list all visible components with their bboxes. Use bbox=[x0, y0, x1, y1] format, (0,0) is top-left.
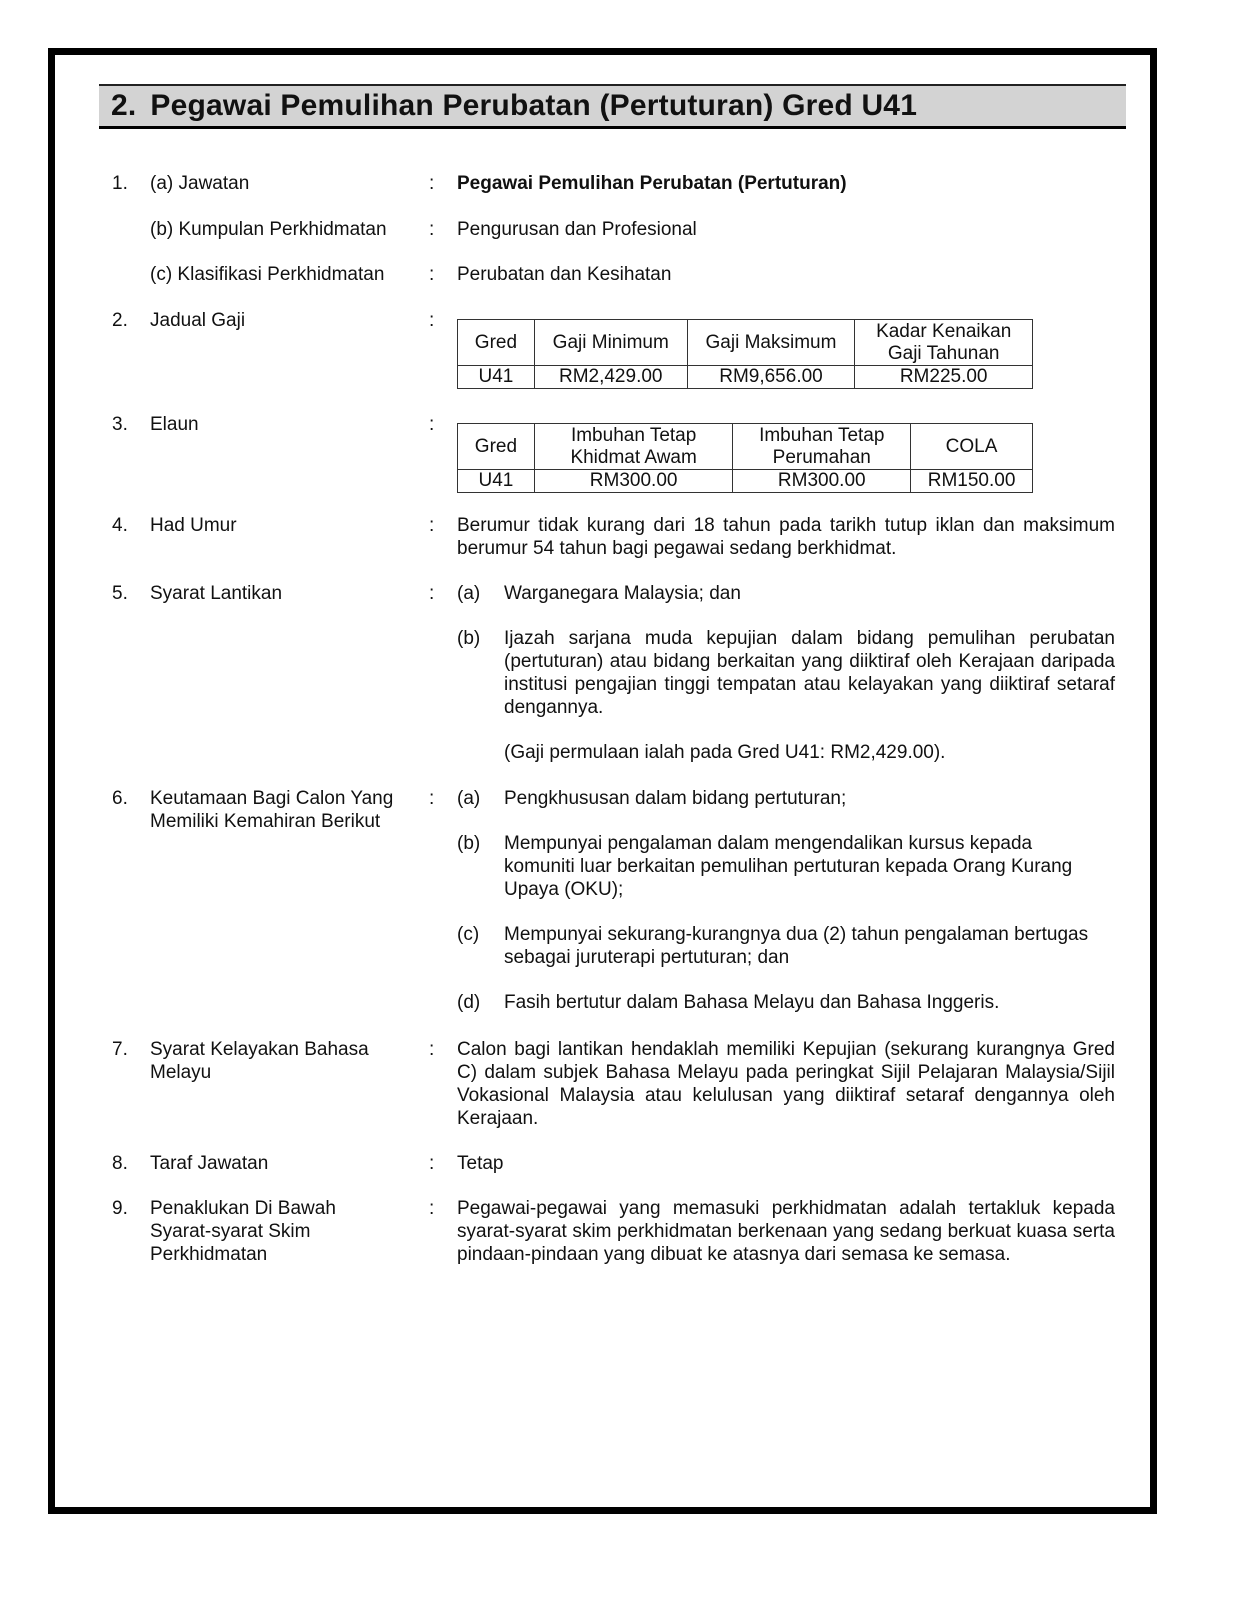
table-header-cell: Gred bbox=[458, 424, 535, 470]
item-number: 4. bbox=[112, 515, 128, 536]
list-item bbox=[457, 923, 1115, 969]
table-header-cell: COLA bbox=[911, 424, 1033, 470]
list-item bbox=[457, 741, 1115, 764]
item-number: 8. bbox=[112, 1153, 128, 1174]
list-item bbox=[457, 582, 1115, 605]
item-number: 2. bbox=[112, 310, 128, 331]
text-line: Mempunyai pengalaman dalam mengendalikan kursus kepada bbox=[504, 833, 1033, 854]
table-header-cell bbox=[733, 424, 911, 470]
header-line: Gaji Tahunan bbox=[887, 342, 1000, 364]
table-cell: RM225.00 bbox=[855, 366, 1033, 389]
list-marker: (b) bbox=[457, 628, 481, 649]
item-value: Perubatan dan Kesihatan bbox=[457, 264, 672, 285]
item-label: Elaun bbox=[150, 414, 199, 435]
item-label bbox=[150, 1038, 420, 1084]
item-label: Jadual Gaji bbox=[150, 310, 246, 331]
item-label: Syarat Lantikan bbox=[150, 583, 283, 604]
item-label: Had Umur bbox=[150, 515, 237, 536]
label-line: Melayu bbox=[150, 1062, 212, 1083]
allowance-table bbox=[457, 423, 1033, 493]
table-header-row bbox=[458, 320, 1033, 366]
item-label: Taraf Jawatan bbox=[150, 1153, 269, 1174]
item-value bbox=[457, 582, 1115, 764]
table-cell: RM9,656.00 bbox=[687, 366, 855, 389]
list-text: Ijazah sarjana muda kepujian dalam bidang pemulihan perubatan (pertuturan) atau bidang berkaitan yang diiktiraf oleh Kerajaan daripada institusi pengajian tinggi tempatan atau kelayakan yang diiktiraf setaraf dengannya. bbox=[504, 628, 1115, 718]
table-row bbox=[458, 366, 1033, 389]
list-marker: (c) bbox=[457, 924, 480, 945]
item-value bbox=[457, 787, 1115, 1014]
item-number: 9. bbox=[112, 1198, 128, 1219]
list-item bbox=[457, 832, 1115, 901]
section-title-text: Pegawai Pemulihan Perubatan (Pertuturan) Gred U41 bbox=[150, 89, 918, 122]
header-line: Khidmat Awam bbox=[570, 446, 697, 468]
colon: : bbox=[429, 515, 435, 536]
item-number: 1. bbox=[112, 173, 128, 194]
item-value: Pegawai Pemulihan Perubatan (Pertuturan) bbox=[457, 173, 847, 194]
header-line: Kadar Kenaikan bbox=[876, 320, 1012, 342]
label-line: Perkhidmatan bbox=[150, 1244, 268, 1265]
colon: : bbox=[429, 788, 435, 809]
list-marker: (b) bbox=[457, 833, 481, 854]
item-value: Calon bagi lantikan hendaklah memiliki Kepujian (sekurang kurangnya Gred C) dalam subjek Bahasa Melayu pada peringkat Sijil Pelajaran Malaysia/Sijil Vokasional Malaysia atau kelulusan yang diiktiraf setaraf dengannya oleh Kerajaan. bbox=[457, 1039, 1115, 1129]
item-number: 7. bbox=[112, 1039, 128, 1060]
text-line: Mempunyai sekurang-kurangnya dua (2) tahun pengalaman bertugas bbox=[504, 924, 1089, 945]
colon: : bbox=[429, 264, 435, 285]
table-cell: U41 bbox=[458, 470, 535, 493]
item-value: Tetap bbox=[457, 1153, 504, 1174]
list-text bbox=[504, 923, 1115, 969]
table-header-cell: Gaji Minimum bbox=[534, 320, 687, 366]
label-line: Penaklukan Di Bawah bbox=[150, 1198, 336, 1219]
item-label: (a) Jawatan bbox=[150, 173, 250, 194]
item-number: 5. bbox=[112, 583, 128, 604]
table-cell: U41 bbox=[458, 366, 535, 389]
item-label: (b) Kumpulan Perkhidmatan bbox=[150, 219, 387, 240]
item-number: 6. bbox=[112, 788, 128, 809]
text-line: komuniti luar berkaitan pemulihan pertuturan kepada Orang Kurang bbox=[504, 856, 1073, 877]
table-header-cell bbox=[855, 320, 1033, 366]
list-item bbox=[457, 627, 1115, 719]
text-line: sebagai juruterapi pertuturan; dan bbox=[504, 947, 790, 968]
section-title bbox=[111, 89, 917, 123]
list-marker: (d) bbox=[457, 992, 481, 1013]
list-text: Pengkhususan dalam bidang pertuturan; bbox=[504, 788, 847, 809]
table-header-row bbox=[458, 424, 1033, 470]
colon: : bbox=[429, 219, 435, 240]
table-cell: RM300.00 bbox=[733, 470, 911, 493]
colon: : bbox=[429, 310, 435, 331]
item-value: Pegawai-pegawai yang memasuki perkhidmatan adalah tertakluk kepada syarat-syarat skim perkhidmatan berkenaan yang sedang berkuat kuasa serta pindaan-pindaan yang dibuat ke atasnya dari semasa ke semasa. bbox=[457, 1198, 1115, 1265]
colon: : bbox=[429, 1153, 435, 1174]
header-line: Imbuhan Tetap bbox=[570, 424, 697, 446]
list-text bbox=[504, 832, 1115, 901]
text-line: Upaya (OKU); bbox=[504, 879, 624, 900]
item-value: Berumur tidak kurang dari 18 tahun pada tarikh tutup iklan dan maksimum berumur 54 tahun bagi pegawai sedang berkhidmat. bbox=[457, 515, 1115, 559]
item-label bbox=[150, 787, 420, 833]
label-line: Syarat-syarat Skim bbox=[150, 1221, 311, 1242]
item-label bbox=[150, 1197, 420, 1266]
colon: : bbox=[429, 173, 435, 194]
colon: : bbox=[429, 414, 435, 435]
header-line: Imbuhan Tetap bbox=[759, 424, 885, 446]
table-header-cell: Gred bbox=[458, 320, 535, 366]
table-header-cell bbox=[534, 424, 733, 470]
list-text: Fasih bertutur dalam Bahasa Melayu dan Bahasa Inggeris. bbox=[504, 992, 1000, 1013]
label-line: Memiliki Kemahiran Berikut bbox=[150, 811, 381, 832]
salary-note: (Gaji permulaan ialah pada Gred U41: RM2,429.00). bbox=[504, 742, 946, 763]
section-title-bar bbox=[99, 84, 1126, 129]
list-item bbox=[457, 787, 1115, 810]
item-number: 3. bbox=[112, 414, 128, 435]
table-header-cell: Gaji Maksimum bbox=[687, 320, 855, 366]
table-cell: RM2,429.00 bbox=[534, 366, 687, 389]
section-number: 2. bbox=[111, 89, 137, 122]
table-cell: RM300.00 bbox=[534, 470, 733, 493]
table-cell: RM150.00 bbox=[911, 470, 1033, 493]
header-line: Perumahan bbox=[772, 446, 871, 468]
table-row bbox=[458, 470, 1033, 493]
item-value: Pengurusan dan Profesional bbox=[457, 219, 697, 240]
label-line: Keutamaan Bagi Calon Yang bbox=[150, 788, 394, 809]
list-marker: (a) bbox=[457, 788, 481, 809]
label-line: Syarat Kelayakan Bahasa bbox=[150, 1039, 369, 1060]
list-marker: (a) bbox=[457, 583, 481, 604]
list-item bbox=[457, 991, 1115, 1014]
salary-table bbox=[457, 319, 1033, 389]
item-label: (c) Klasifikasi Perkhidmatan bbox=[150, 264, 385, 285]
list-text: Warganegara Malaysia; dan bbox=[504, 583, 741, 604]
colon: : bbox=[429, 1198, 435, 1219]
colon: : bbox=[429, 583, 435, 604]
colon: : bbox=[429, 1039, 435, 1060]
